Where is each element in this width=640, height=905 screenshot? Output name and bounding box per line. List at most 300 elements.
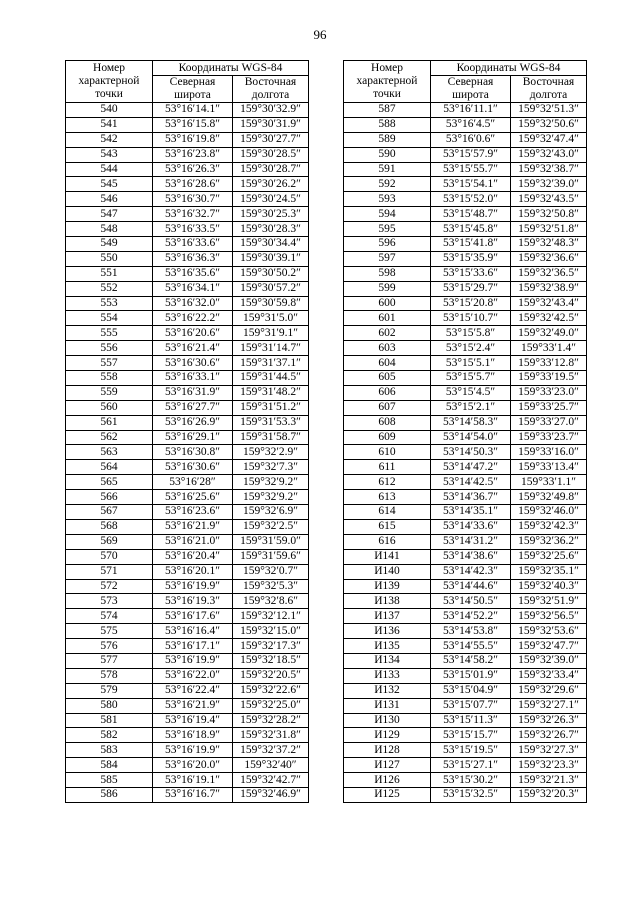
coordinates-table-left <box>65 60 309 803</box>
longitude-cell: 159°30′57.2″ <box>233 281 309 296</box>
latitude-cell: 53°16′20.0″ <box>153 758 233 773</box>
latitude-cell: 53°14′52.2″ <box>431 609 511 624</box>
point-number-cell: 569 <box>66 534 153 549</box>
point-number-cell: 593 <box>344 192 431 207</box>
table-row <box>66 668 309 683</box>
longitude-cell: 159°33′16.0″ <box>511 445 587 460</box>
table-row <box>66 519 309 534</box>
point-number-cell: 595 <box>344 222 431 237</box>
longitude-cell: 159°32′36.2″ <box>511 534 587 549</box>
point-number-cell: И125 <box>344 787 431 802</box>
table-row <box>344 713 587 728</box>
longitude-cell: 159°32′46.9″ <box>233 787 309 802</box>
point-number-cell: И138 <box>344 594 431 609</box>
latitude-cell: 53°15′01.9″ <box>431 668 511 683</box>
point-number-cell: 579 <box>66 683 153 698</box>
longitude-cell: 159°33′13.4″ <box>511 460 587 475</box>
point-number-cell: 559 <box>66 385 153 400</box>
latitude-cell: 53°16′30.7″ <box>153 192 233 207</box>
latitude-cell: 53°16′17.6″ <box>153 609 233 624</box>
point-number-cell: 598 <box>344 266 431 281</box>
table-row <box>344 222 587 237</box>
point-number-cell: 611 <box>344 460 431 475</box>
longitude-cell: 159°32′46.0″ <box>511 505 587 520</box>
latitude-cell: 53°16′23.6″ <box>153 505 233 520</box>
latitude-cell: 53°15′4.5″ <box>431 385 511 400</box>
table-row <box>344 668 587 683</box>
longitude-cell: 159°33′27.0″ <box>511 415 587 430</box>
longitude-cell: 159°33′23.0″ <box>511 385 587 400</box>
longitude-cell: 159°32′20.5″ <box>233 668 309 683</box>
latitude-cell: 53°16′34.1″ <box>153 281 233 296</box>
table-row <box>66 639 309 654</box>
table-row <box>344 162 587 177</box>
latitude-cell: 53°16′20.4″ <box>153 549 233 564</box>
table-row <box>66 653 309 668</box>
latitude-cell: 53°14′54.0″ <box>431 430 511 445</box>
longitude-cell: 159°32′56.5″ <box>511 609 587 624</box>
point-number-cell: 596 <box>344 237 431 252</box>
point-number-cell: 614 <box>344 505 431 520</box>
header-coordinates: Координаты WGS-84 <box>431 61 587 76</box>
table-row <box>66 728 309 743</box>
longitude-cell: 159°32′28.2″ <box>233 713 309 728</box>
point-number-cell: 609 <box>344 430 431 445</box>
table-row <box>344 728 587 743</box>
latitude-cell: 53°16′16.4″ <box>153 624 233 639</box>
point-number-cell: 616 <box>344 534 431 549</box>
table-row <box>66 773 309 788</box>
latitude-cell: 53°15′11.3″ <box>431 713 511 728</box>
latitude-cell: 53°16′25.6″ <box>153 490 233 505</box>
longitude-cell: 159°30′39.1″ <box>233 251 309 266</box>
longitude-cell: 159°30′27.7″ <box>233 132 309 147</box>
latitude-cell: 53°15′04.9″ <box>431 683 511 698</box>
table-row <box>66 400 309 415</box>
point-number-cell: 615 <box>344 519 431 534</box>
table-row <box>344 281 587 296</box>
latitude-cell: 53°14′50.3″ <box>431 445 511 460</box>
point-number-cell: 556 <box>66 341 153 356</box>
longitude-cell: 159°32′17.3″ <box>233 639 309 654</box>
point-number-cell: 599 <box>344 281 431 296</box>
table-row <box>66 192 309 207</box>
table-row <box>344 758 587 773</box>
table-row <box>344 237 587 252</box>
longitude-cell: 159°31′48.2″ <box>233 385 309 400</box>
latitude-cell: 53°16′22.4″ <box>153 683 233 698</box>
table-row <box>66 683 309 698</box>
point-number-cell: 562 <box>66 430 153 445</box>
latitude-cell: 53°14′50.5″ <box>431 594 511 609</box>
point-number-cell: 610 <box>344 445 431 460</box>
latitude-cell: 53°16′19.9″ <box>153 579 233 594</box>
longitude-cell: 159°33′23.7″ <box>511 430 587 445</box>
longitude-cell: 159°32′36.6″ <box>511 251 587 266</box>
point-number-cell: 554 <box>66 311 153 326</box>
latitude-cell: 53°15′10.7″ <box>431 311 511 326</box>
longitude-cell: 159°32′51.9″ <box>511 594 587 609</box>
point-number-cell: 567 <box>66 505 153 520</box>
point-number-cell: 571 <box>66 564 153 579</box>
latitude-cell: 53°15′30.2″ <box>431 773 511 788</box>
latitude-cell: 53°16′19.1″ <box>153 773 233 788</box>
point-number-cell: 541 <box>66 117 153 132</box>
table-row <box>344 773 587 788</box>
table-row <box>344 519 587 534</box>
point-number-cell: 564 <box>66 460 153 475</box>
latitude-cell: 53°15′5.1″ <box>431 356 511 371</box>
point-number-cell: 572 <box>66 579 153 594</box>
table-row <box>66 758 309 773</box>
latitude-cell: 53°14′35.1″ <box>431 505 511 520</box>
longitude-cell: 159°32′43.4″ <box>511 296 587 311</box>
point-number-cell: 566 <box>66 490 153 505</box>
longitude-cell: 159°32′27.1″ <box>511 698 587 713</box>
latitude-cell: 53°15′5.8″ <box>431 326 511 341</box>
longitude-cell: 159°32′47.7″ <box>511 639 587 654</box>
table-row <box>66 624 309 639</box>
point-number-cell: 583 <box>66 743 153 758</box>
point-number-cell: И128 <box>344 743 431 758</box>
table-row <box>66 222 309 237</box>
latitude-cell: 53°15′2.1″ <box>431 400 511 415</box>
latitude-cell: 53°15′48.7″ <box>431 207 511 222</box>
point-number-cell: 582 <box>66 728 153 743</box>
table-row <box>344 683 587 698</box>
point-number-cell: 587 <box>344 103 431 118</box>
header-point-number: Номер характерной точки <box>344 61 431 103</box>
longitude-cell: 159°32′25.0″ <box>233 698 309 713</box>
table-row <box>344 624 587 639</box>
point-number-cell: 553 <box>66 296 153 311</box>
header-coordinates: Координаты WGS-84 <box>153 61 309 76</box>
table-row <box>344 207 587 222</box>
latitude-cell: 53°16′14.1″ <box>153 103 233 118</box>
longitude-cell: 159°32′36.5″ <box>511 266 587 281</box>
longitude-cell: 159°32′50.8″ <box>511 207 587 222</box>
point-number-cell: 561 <box>66 415 153 430</box>
point-number-cell: 604 <box>344 356 431 371</box>
latitude-cell: 53°16′33.1″ <box>153 371 233 386</box>
table-row <box>344 505 587 520</box>
point-number-cell: 570 <box>66 549 153 564</box>
table-row <box>66 475 309 490</box>
point-number-cell: И126 <box>344 773 431 788</box>
longitude-cell: 159°33′25.7″ <box>511 400 587 415</box>
longitude-cell: 159°31′59.6″ <box>233 549 309 564</box>
latitude-cell: 53°14′31.2″ <box>431 534 511 549</box>
table-row <box>344 460 587 475</box>
table-row <box>344 594 587 609</box>
point-number-cell: 584 <box>66 758 153 773</box>
header-longitude: Восточная долгота <box>511 76 587 103</box>
point-number-cell: 586 <box>66 787 153 802</box>
point-number-cell: 600 <box>344 296 431 311</box>
table-row <box>344 103 587 118</box>
latitude-cell: 53°16′31.9″ <box>153 385 233 400</box>
longitude-cell: 159°32′50.6″ <box>511 117 587 132</box>
longitude-cell: 159°32′7.3″ <box>233 460 309 475</box>
point-number-cell: 577 <box>66 653 153 668</box>
longitude-cell: 159°31′37.1″ <box>233 356 309 371</box>
point-number-cell: И127 <box>344 758 431 773</box>
latitude-cell: 53°16′21.9″ <box>153 698 233 713</box>
longitude-cell: 159°32′48.3″ <box>511 237 587 252</box>
longitude-cell: 159°32′23.3″ <box>511 758 587 773</box>
longitude-cell: 159°32′15.0″ <box>233 624 309 639</box>
longitude-cell: 159°32′43.5″ <box>511 192 587 207</box>
table-row <box>344 653 587 668</box>
latitude-cell: 53°15′15.7″ <box>431 728 511 743</box>
longitude-cell: 159°32′29.6″ <box>511 683 587 698</box>
longitude-cell: 159°33′1.4″ <box>511 341 587 356</box>
point-number-cell: 612 <box>344 475 431 490</box>
point-number-cell: 591 <box>344 162 431 177</box>
longitude-cell: 159°31′5.0″ <box>233 311 309 326</box>
longitude-cell: 159°32′26.7″ <box>511 728 587 743</box>
longitude-cell: 159°30′50.2″ <box>233 266 309 281</box>
table-row <box>66 251 309 266</box>
longitude-cell: 159°32′27.3″ <box>511 743 587 758</box>
table-row <box>344 430 587 445</box>
point-number-cell: 551 <box>66 266 153 281</box>
latitude-cell: 53°14′42.5″ <box>431 475 511 490</box>
longitude-cell: 159°32′26.3″ <box>511 713 587 728</box>
point-number-cell: 606 <box>344 385 431 400</box>
point-number-cell: 565 <box>66 475 153 490</box>
table-row <box>66 103 309 118</box>
longitude-cell: 159°31′14.7″ <box>233 341 309 356</box>
longitude-cell: 159°31′53.3″ <box>233 415 309 430</box>
table-row <box>66 132 309 147</box>
longitude-cell: 159°32′39.0″ <box>511 177 587 192</box>
table-row <box>344 698 587 713</box>
page-number: 96 <box>313 27 327 42</box>
point-number-cell: 558 <box>66 371 153 386</box>
latitude-cell: 53°16′28″ <box>153 475 233 490</box>
latitude-cell: 53°16′4.5″ <box>431 117 511 132</box>
longitude-cell: 159°33′12.8″ <box>511 356 587 371</box>
longitude-cell: 159°32′2.9″ <box>233 445 309 460</box>
latitude-cell: 53°16′30.6″ <box>153 460 233 475</box>
table-row <box>66 594 309 609</box>
table-row <box>344 356 587 371</box>
latitude-cell: 53°14′44.6″ <box>431 579 511 594</box>
point-number-cell: 560 <box>66 400 153 415</box>
table-row <box>344 534 587 549</box>
point-number-cell: И131 <box>344 698 431 713</box>
latitude-cell: 53°16′32.0″ <box>153 296 233 311</box>
latitude-cell: 53°16′21.4″ <box>153 341 233 356</box>
longitude-cell: 159°32′39.0″ <box>511 653 587 668</box>
latitude-cell: 53°16′29.1″ <box>153 430 233 445</box>
latitude-cell: 53°16′19.8″ <box>153 132 233 147</box>
table-row <box>344 549 587 564</box>
table-row <box>344 743 587 758</box>
table-row <box>344 385 587 400</box>
longitude-cell: 159°32′42.5″ <box>511 311 587 326</box>
latitude-cell: 53°16′11.1″ <box>431 103 511 118</box>
point-number-cell: 580 <box>66 698 153 713</box>
table-row <box>344 147 587 162</box>
point-number-cell: 592 <box>344 177 431 192</box>
latitude-cell: 53°15′07.7″ <box>431 698 511 713</box>
latitude-cell: 53°15′54.1″ <box>431 177 511 192</box>
latitude-cell: 53°15′19.5″ <box>431 743 511 758</box>
longitude-cell: 159°30′28.7″ <box>233 162 309 177</box>
table-row <box>344 787 587 802</box>
point-number-cell: 550 <box>66 251 153 266</box>
point-number-cell: 549 <box>66 237 153 252</box>
latitude-cell: 53°16′28.6″ <box>153 177 233 192</box>
latitude-cell: 53°16′0.6″ <box>431 132 511 147</box>
point-number-cell: 544 <box>66 162 153 177</box>
point-number-cell: И129 <box>344 728 431 743</box>
coordinates-table-right <box>343 60 587 803</box>
point-number-cell: 589 <box>344 132 431 147</box>
point-number-cell: 590 <box>344 147 431 162</box>
longitude-cell: 159°32′6.9″ <box>233 505 309 520</box>
table-row <box>66 326 309 341</box>
longitude-cell: 159°32′38.7″ <box>511 162 587 177</box>
point-number-cell: 605 <box>344 371 431 386</box>
point-number-cell: 603 <box>344 341 431 356</box>
latitude-cell: 53°14′58.3″ <box>431 415 511 430</box>
table-body-left <box>66 103 309 803</box>
latitude-cell: 53°16′21.9″ <box>153 519 233 534</box>
longitude-cell: 159°30′32.9″ <box>233 103 309 118</box>
point-number-cell: 546 <box>66 192 153 207</box>
longitude-cell: 159°32′43.0″ <box>511 147 587 162</box>
table-row <box>66 356 309 371</box>
latitude-cell: 53°15′27.1″ <box>431 758 511 773</box>
latitude-cell: 53°16′36.3″ <box>153 251 233 266</box>
longitude-cell: 159°32′53.6″ <box>511 624 587 639</box>
table-row <box>66 609 309 624</box>
table-row <box>344 117 587 132</box>
longitude-cell: 159°32′22.6″ <box>233 683 309 698</box>
point-number-cell: 613 <box>344 490 431 505</box>
longitude-cell: 159°30′25.3″ <box>233 207 309 222</box>
latitude-cell: 53°16′30.6″ <box>153 356 233 371</box>
point-number-cell: И134 <box>344 653 431 668</box>
latitude-cell: 53°16′15.8″ <box>153 117 233 132</box>
longitude-cell: 159°30′31.9″ <box>233 117 309 132</box>
point-number-cell: 568 <box>66 519 153 534</box>
longitude-cell: 159°32′2.5″ <box>233 519 309 534</box>
table-row <box>66 490 309 505</box>
longitude-cell: 159°32′18.5″ <box>233 653 309 668</box>
longitude-cell: 159°32′12.1″ <box>233 609 309 624</box>
longitude-cell: 159°32′38.9″ <box>511 281 587 296</box>
table-row <box>344 639 587 654</box>
point-number-cell: 552 <box>66 281 153 296</box>
longitude-cell: 159°30′24.5″ <box>233 192 309 207</box>
table-row <box>344 609 587 624</box>
point-number-cell: 585 <box>66 773 153 788</box>
point-number-cell: 543 <box>66 147 153 162</box>
latitude-cell: 53°16′20.6″ <box>153 326 233 341</box>
table-row <box>66 534 309 549</box>
longitude-cell: 159°30′28.3″ <box>233 222 309 237</box>
latitude-cell: 53°15′57.9″ <box>431 147 511 162</box>
point-number-cell: 563 <box>66 445 153 460</box>
point-number-cell: 574 <box>66 609 153 624</box>
table-row <box>66 549 309 564</box>
latitude-cell: 53°16′26.3″ <box>153 162 233 177</box>
longitude-cell: 159°32′33.4″ <box>511 668 587 683</box>
latitude-cell: 53°16′32.7″ <box>153 207 233 222</box>
table-row <box>66 564 309 579</box>
latitude-cell: 53°15′41.8″ <box>431 237 511 252</box>
table-row <box>66 505 309 520</box>
table-row <box>66 698 309 713</box>
longitude-cell: 159°32′49.8″ <box>511 490 587 505</box>
table-row <box>344 296 587 311</box>
longitude-cell: 159°32′25.6″ <box>511 549 587 564</box>
point-number-cell: 548 <box>66 222 153 237</box>
table-row <box>66 177 309 192</box>
point-number-cell: 601 <box>344 311 431 326</box>
latitude-cell: 53°15′32.5″ <box>431 787 511 802</box>
latitude-cell: 53°16′21.0″ <box>153 534 233 549</box>
point-number-cell: И140 <box>344 564 431 579</box>
table-row <box>66 266 309 281</box>
latitude-cell: 53°16′19.9″ <box>153 743 233 758</box>
table-row <box>66 281 309 296</box>
latitude-cell: 53°15′33.6″ <box>431 266 511 281</box>
table-row <box>66 787 309 802</box>
point-number-cell: И130 <box>344 713 431 728</box>
latitude-cell: 53°16′19.3″ <box>153 594 233 609</box>
point-number-cell: 588 <box>344 117 431 132</box>
table-row <box>344 266 587 281</box>
longitude-cell: 159°32′9.2″ <box>233 490 309 505</box>
table-row <box>344 415 587 430</box>
latitude-cell: 53°16′33.6″ <box>153 237 233 252</box>
point-number-cell: 576 <box>66 639 153 654</box>
latitude-cell: 53°15′35.9″ <box>431 251 511 266</box>
longitude-cell: 159°32′9.2″ <box>233 475 309 490</box>
latitude-cell: 53°15′52.0″ <box>431 192 511 207</box>
longitude-cell: 159°32′20.3″ <box>511 787 587 802</box>
table-row <box>344 371 587 386</box>
latitude-cell: 53°15′29.7″ <box>431 281 511 296</box>
header-latitude: Северная широта <box>431 76 511 103</box>
table-body-right <box>344 103 587 803</box>
latitude-cell: 53°16′20.1″ <box>153 564 233 579</box>
longitude-cell: 159°32′31.8″ <box>233 728 309 743</box>
table-row <box>66 162 309 177</box>
table-row <box>66 743 309 758</box>
latitude-cell: 53°16′17.1″ <box>153 639 233 654</box>
table-row <box>344 564 587 579</box>
table-row <box>344 475 587 490</box>
latitude-cell: 53°14′53.8″ <box>431 624 511 639</box>
table-row <box>66 430 309 445</box>
longitude-cell: 159°32′21.3″ <box>511 773 587 788</box>
longitude-cell: 159°31′58.7″ <box>233 430 309 445</box>
table-row <box>344 132 587 147</box>
latitude-cell: 53°16′16.7″ <box>153 787 233 802</box>
point-number-cell: И141 <box>344 549 431 564</box>
table-row <box>66 117 309 132</box>
longitude-cell: 159°30′28.5″ <box>233 147 309 162</box>
table-row <box>344 400 587 415</box>
longitude-cell: 159°32′0.7″ <box>233 564 309 579</box>
table-row <box>344 326 587 341</box>
